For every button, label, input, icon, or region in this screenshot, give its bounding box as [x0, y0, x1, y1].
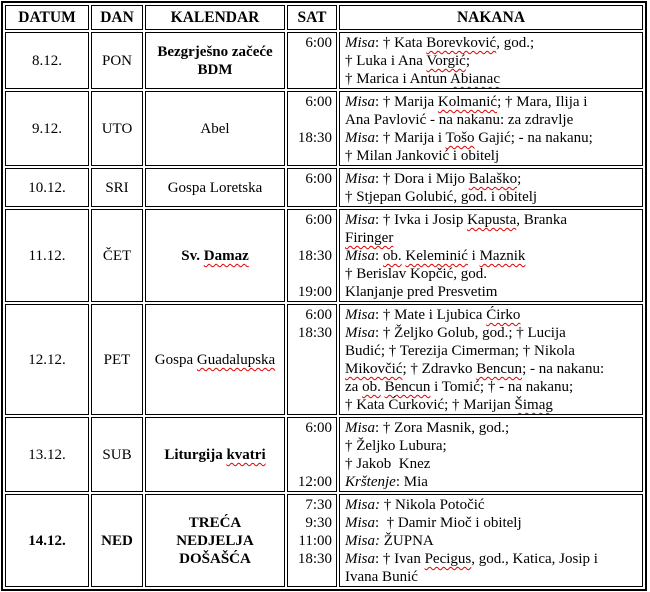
- text-segment: Misa:: [345, 497, 380, 513]
- text-segment: TREĆA: [188, 515, 242, 531]
- text-segment: , Branka: [516, 212, 568, 228]
- misspelled-word: Kapusta: [467, 212, 517, 228]
- intention-line: [345, 34, 639, 52]
- text-segment: Budić; † Terezija Cimerman; † Nikola: [345, 343, 575, 359]
- text-segment: Liturgija: [164, 447, 227, 463]
- cell-intention: [339, 168, 643, 207]
- schedule-row: [5, 168, 643, 207]
- text-segment: ;: [465, 53, 471, 69]
- feast-line: [149, 61, 281, 79]
- intention-line: [345, 129, 639, 147]
- text-segment: Misa: [345, 307, 375, 323]
- text-segment: † Marica i Antun: [345, 71, 450, 87]
- header-cell-dan: DAN: [91, 5, 143, 30]
- intention-line: [345, 360, 639, 378]
- cell-calendar-feast: [145, 32, 285, 89]
- schedule-row: [5, 417, 643, 492]
- text-segment: za: [345, 379, 363, 395]
- feast-line: [149, 43, 281, 61]
- cell-calendar-feast: [145, 209, 285, 302]
- cell-weekday: SRI: [91, 168, 143, 207]
- cell-weekday: NED: [91, 494, 143, 587]
- text-segment: † Kata Ćurković; † Marijan: [345, 397, 515, 413]
- text-segment: : † Dora i Mijo: [375, 171, 469, 187]
- text-segment: : Mia: [395, 474, 428, 490]
- mass-time: 6:00: [305, 212, 332, 228]
- header-cell-nakana: NAKANA: [339, 5, 643, 30]
- feast-line: [149, 247, 281, 265]
- misspelled-word: Kolmanić: [437, 94, 498, 110]
- text-segment: Gajić; - na nakanu;: [474, 130, 593, 146]
- intention-line: [345, 188, 639, 206]
- cell-intention: [339, 494, 643, 587]
- text-segment: i Tomić; † - na nakanu;: [430, 379, 574, 395]
- cell-intention: [339, 304, 643, 415]
- text-segment: BDM: [197, 62, 233, 78]
- cell-calendar-feast: [145, 494, 285, 587]
- text-segment: : † Ivan: [375, 551, 425, 567]
- text-segment: : † Ivka i Josip: [375, 212, 468, 228]
- mass-time-spacer: [291, 111, 332, 129]
- cell-hour: [287, 494, 337, 587]
- text-segment: Misa: [345, 515, 375, 531]
- text-segment: ;: [517, 171, 522, 187]
- misspelled-word: kvatri: [226, 447, 266, 463]
- header-row: [5, 5, 643, 30]
- cell-hour: [287, 417, 337, 492]
- schedule-row: [5, 32, 643, 89]
- intention-line: [345, 473, 639, 491]
- misspelled-word: Šimag: [514, 397, 553, 413]
- text-segment: Misa:: [345, 533, 380, 549]
- intention-line: [345, 437, 639, 455]
- schedule-row: [5, 91, 643, 166]
- mass-time: 9:30: [305, 515, 332, 531]
- mass-time: 6:00: [305, 94, 332, 110]
- misspelled-word: Balaško: [468, 171, 518, 187]
- misspelled-word: Vorgić: [426, 53, 466, 69]
- text-segment: † Nikola Potočić: [380, 497, 485, 513]
- feast-line: [149, 514, 281, 532]
- intention-line: [345, 496, 639, 514]
- header-cell-datum: DATUM: [5, 5, 89, 30]
- mass-time-spacer: [291, 342, 332, 360]
- text-segment: Klanjanje pred Presvetim: [345, 284, 498, 300]
- text-segment: † Berislav Kopčić, god.: [345, 266, 488, 282]
- text-segment: Misa: [345, 420, 375, 436]
- cell-intention: [339, 91, 643, 166]
- misspelled-word: Ćirko: [486, 307, 521, 323]
- mass-time: 11:00: [298, 533, 332, 549]
- intention-line: [345, 324, 639, 342]
- text-segment: Misa: [345, 212, 375, 228]
- misspelled-word: Borevković: [426, 35, 497, 51]
- text-segment: : † Marija: [375, 94, 438, 110]
- mass-time: 6:00: [305, 171, 332, 187]
- header-cell-sat: SAT: [287, 5, 337, 30]
- intention-line: [345, 265, 639, 283]
- intention-line: [345, 52, 639, 70]
- cell-weekday: SUB: [91, 417, 143, 492]
- mass-time: 6:00: [305, 307, 332, 323]
- text-segment: Ana Pavlović - na nakanu: za zdravlje: [345, 112, 574, 128]
- intention-line: [345, 93, 639, 111]
- intention-line: [345, 247, 639, 265]
- text-segment: : † Mate i Ljubica: [375, 307, 487, 323]
- mass-time-spacer: [291, 568, 332, 586]
- schedule-row: [5, 494, 643, 587]
- text-segment: Misa: [345, 35, 375, 51]
- intention-line: [345, 306, 639, 324]
- mass-time: 18:30: [297, 325, 332, 341]
- intention-line: [345, 147, 639, 165]
- text-segment: : † Zora Masnik, god.;: [375, 420, 510, 436]
- table-header: [5, 5, 643, 30]
- intention-line: [345, 419, 639, 437]
- mass-time: 6:00: [305, 420, 332, 436]
- misspelled-word: Damaz: [203, 248, 249, 264]
- misspelled-word: Bencun: [384, 379, 431, 395]
- text-segment: Misa: [345, 171, 375, 187]
- text-segment: , god., Katica, Josip i: [471, 551, 598, 567]
- mass-time: 7:30: [305, 497, 332, 513]
- cell-hour: [287, 32, 337, 89]
- table-body: [5, 32, 643, 587]
- cell-weekday: PON: [91, 32, 143, 89]
- intention-line: [345, 532, 639, 550]
- text-segment: Bezgrješno začeće: [157, 44, 273, 60]
- text-segment: Krštenje: [345, 474, 396, 490]
- cell-hour: [287, 168, 337, 207]
- cell-hour: [287, 91, 337, 166]
- text-segment: Misa: [345, 130, 375, 146]
- cell-calendar-feast: [145, 91, 285, 166]
- mass-time: 19:00: [297, 284, 332, 300]
- mass-time-spacer: [291, 52, 332, 70]
- intention-line: [345, 229, 639, 247]
- text-segment: Misa: [345, 248, 375, 264]
- intention-line: [345, 283, 639, 301]
- cell-weekday: PET: [91, 304, 143, 415]
- text-segment: i: [467, 248, 480, 264]
- intention-line: [345, 455, 639, 473]
- mass-time-spacer: [291, 265, 332, 283]
- text-segment: Misa: [345, 94, 375, 110]
- text-segment: ; † Zdravko: [402, 361, 477, 377]
- feast-line: [149, 532, 281, 550]
- misspelled-word: Mikovčić: [345, 361, 403, 377]
- cell-date: 13.12.: [5, 417, 89, 492]
- cell-hour: [287, 209, 337, 302]
- misspelled-word: Firinger: [345, 230, 394, 246]
- text-segment: Misa: [345, 325, 375, 341]
- text-segment: † Luka i Ana: [345, 53, 427, 69]
- intention-line: [345, 568, 639, 586]
- text-segment: Gospa: [154, 352, 197, 368]
- intention-line: [345, 550, 639, 568]
- cell-intention: [339, 32, 643, 89]
- header-cell-kalendar: KALENDAR: [145, 5, 285, 30]
- cell-date: 10.12.: [5, 168, 89, 207]
- misspelled-word: Maznik: [479, 248, 526, 264]
- text-segment: † Željko Lubura;: [345, 438, 447, 454]
- text-segment: : † Kata: [375, 35, 427, 51]
- text-segment: :: [375, 248, 383, 264]
- mass-time-spacer: [291, 360, 332, 378]
- intention-line: [345, 170, 639, 188]
- mass-time: 6:00: [305, 35, 332, 51]
- text-segment: ; † Mara, Ilija i: [497, 94, 588, 110]
- feast-line: [149, 120, 281, 138]
- mass-time-spacer: [291, 147, 332, 165]
- text-segment: ŽUPNA: [380, 533, 434, 549]
- intention-line: [345, 70, 639, 88]
- mass-time-spacer: [291, 188, 332, 206]
- text-segment: DOŠAŠĆA: [179, 551, 251, 567]
- cell-weekday: UTO: [91, 91, 143, 166]
- feast-line: [149, 179, 281, 197]
- misspelled-word: Pecigus: [424, 551, 472, 567]
- text-segment: Gospa Loretska: [167, 180, 263, 196]
- cell-intention: [339, 417, 643, 492]
- text-segment: Ivana Bunić: [345, 569, 418, 585]
- text-segment: ; - na nakanu:: [522, 361, 605, 377]
- cell-date: 12.12.: [5, 304, 89, 415]
- intention-line: [345, 396, 639, 414]
- cell-intention: [339, 209, 643, 302]
- text-segment: : † Marija i: [375, 130, 446, 146]
- text-segment: : † Damir Mioč i obitelj: [375, 515, 522, 531]
- text-segment: Sv.: [181, 248, 204, 264]
- intention-line: [345, 514, 639, 532]
- cell-date: 11.12.: [5, 209, 89, 302]
- mass-time: 18:30: [297, 248, 332, 264]
- intention-line: [345, 378, 639, 396]
- text-segment: Misa: [345, 551, 375, 567]
- cell-weekday: ČET: [91, 209, 143, 302]
- mass-time-spacer: [291, 229, 332, 247]
- cell-calendar-feast: [145, 417, 285, 492]
- misspelled-word: Keleminić: [405, 248, 468, 264]
- cell-date: 14.12.: [5, 494, 89, 587]
- mass-schedule-table: [1, 1, 647, 591]
- mass-time: 18:30: [297, 130, 332, 146]
- mass-time-spacer: [291, 396, 332, 414]
- cell-date: 9.12.: [5, 91, 89, 166]
- misspelled-word: Tošo: [445, 130, 475, 146]
- feast-line: [149, 446, 281, 464]
- mass-time: 18:30: [297, 551, 332, 567]
- misspelled-word: ob.: [362, 379, 381, 395]
- mass-time-spacer: [291, 378, 332, 396]
- cell-calendar-feast: [145, 304, 285, 415]
- misspelled-word: Bencun: [476, 361, 523, 377]
- mass-time-spacer: [291, 455, 332, 473]
- feast-line: [149, 550, 281, 568]
- text-segment: : † Željko Golub, god.; † Lucija: [375, 325, 566, 341]
- text-segment: † Jakob Knez: [345, 456, 431, 472]
- schedule-row: [5, 304, 643, 415]
- intention-line: [345, 111, 639, 129]
- misspelled-word: Guadalupska: [196, 352, 276, 368]
- intention-line: [345, 342, 639, 360]
- misspelled-word: Abianac: [450, 71, 500, 87]
- text-segment: Abel: [200, 121, 230, 137]
- text-segment: , god.;: [496, 35, 535, 51]
- mass-time-spacer: [291, 70, 332, 88]
- feast-line: [149, 351, 281, 369]
- text-segment: NEDJELJA: [176, 533, 254, 549]
- intention-line: [345, 211, 639, 229]
- mass-time: 12:00: [297, 474, 332, 490]
- text-segment: † Milan Janković i obitelj: [345, 148, 500, 164]
- cell-date: 8.12.: [5, 32, 89, 89]
- cell-calendar-feast: [145, 168, 285, 207]
- schedule-row: [5, 209, 643, 302]
- text-segment: † Stjepan Golubić, god. i obitelj: [345, 189, 538, 205]
- misspelled-word: ob.: [382, 248, 402, 264]
- mass-time-spacer: [291, 437, 332, 455]
- cell-hour: [287, 304, 337, 415]
